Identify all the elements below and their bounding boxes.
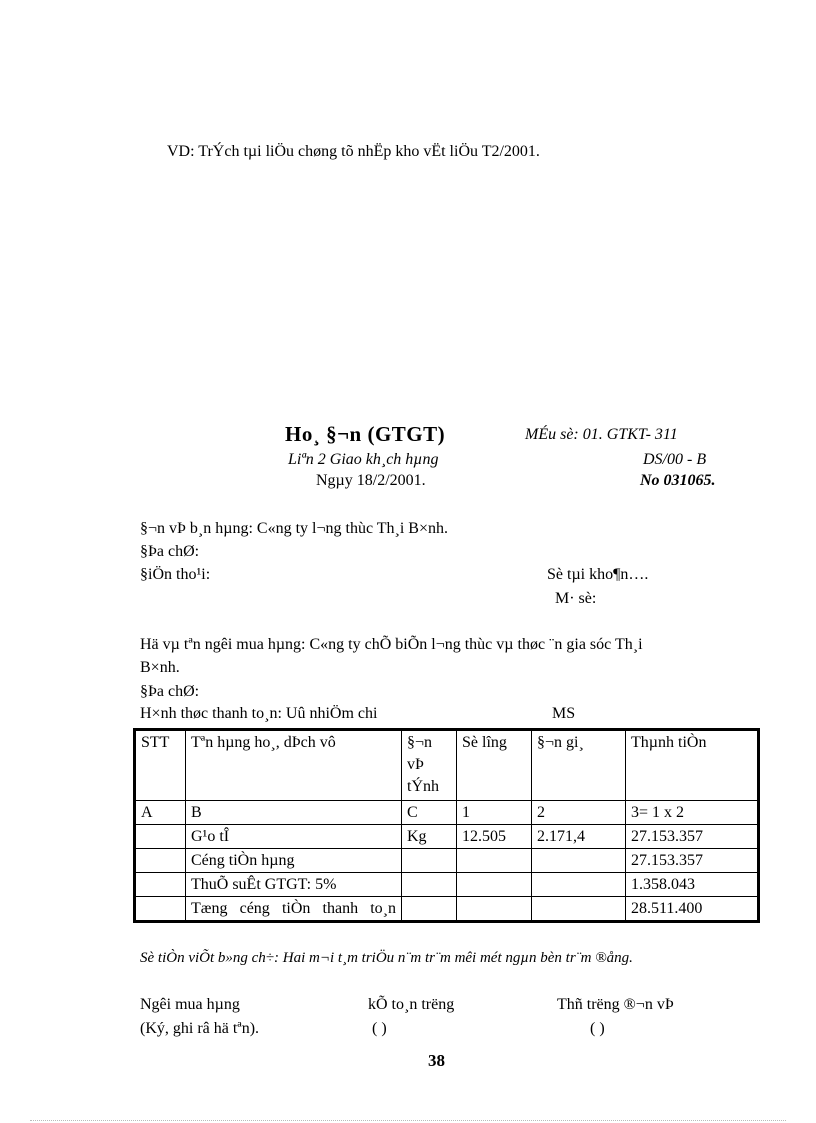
table-row (135, 873, 759, 897)
payment-method: H×nh thøc thanh to¸n: Uû nhiÖm chi (140, 705, 378, 722)
seller-account: Sè tµi kho¶n…. (547, 566, 649, 583)
table-cell (135, 849, 186, 873)
table-cell (135, 825, 186, 849)
header-cell: Sè lîng (457, 730, 532, 801)
table-cell (457, 897, 532, 922)
table-cell (532, 897, 626, 922)
buyer-name-cont: B×nh. (140, 659, 180, 676)
invoice-table (133, 728, 760, 923)
buyer-name: Hä vµ tªn ngêi mua hµng: C«ng ty chÕ biÕn l¬ng thùc vµ thøc ¨n gia sóc Th¸i (140, 636, 643, 653)
table-cell (532, 849, 626, 873)
code-cell: 2 (532, 801, 626, 825)
table-cell: 27.153.357 (626, 825, 759, 849)
seller-unit: §¬n vÞ b¸n hµng: C«ng ty l¬ng thùc Th¸i B×nh. (140, 520, 448, 537)
table-row (135, 849, 759, 873)
table-cell (135, 873, 186, 897)
table-cell (402, 849, 457, 873)
form-number: MÉu sè: 01. GTKT- 311 (525, 426, 678, 443)
signature-buyer-note: (Ký, ghi râ hä tªn). (140, 1020, 260, 1037)
table-cell: 27.153.357 (626, 849, 759, 873)
table-row (135, 897, 759, 922)
header-cell: §¬n vÞ tÝnh (402, 730, 457, 801)
table-cell: Kg (402, 825, 457, 849)
code-cell: C (402, 801, 457, 825)
signature-director: Thñ trëng ®¬n vÞ (557, 996, 674, 1013)
table-header-row (135, 730, 759, 801)
invoice-date: Ngµy 18/2/2001. (316, 472, 426, 489)
table-cell (532, 873, 626, 897)
page-bottom-rule (30, 1120, 786, 1121)
table-cell: 12.505 (457, 825, 532, 849)
table-cell: 1.358.043 (626, 873, 759, 897)
seller-tax-code: M· sè: (555, 590, 597, 607)
buyer-tax-code: MS (552, 705, 576, 722)
copy-label: Liªn 2 Giao kh¸ch hµng (288, 451, 439, 468)
header-cell: Thµnh tiÒn (626, 730, 759, 801)
table-cell: 2.171,4 (532, 825, 626, 849)
invoice-series: DS/00 - B (643, 451, 707, 468)
header-cell: STT (135, 730, 186, 801)
signature-accountant: kÕ to¸n trëng (368, 996, 455, 1013)
code-cell: A (135, 801, 186, 825)
header-cell: §¬n gi¸ (532, 730, 626, 801)
signature-accountant-note: ( ) (372, 1020, 387, 1037)
table-code-row (135, 801, 759, 825)
intro-line: VD: TrÝch tµi liÖu chøng tõ nhËp kho vËt liÖu T2/2001. (167, 143, 540, 160)
code-cell: B (186, 801, 402, 825)
seller-address: §Þa chØ: (140, 543, 200, 560)
table-row (135, 825, 759, 849)
page-number: 38 (428, 1051, 445, 1070)
code-cell: 3= 1 x 2 (626, 801, 759, 825)
table-cell (135, 897, 186, 922)
code-cell: 1 (457, 801, 532, 825)
table-cell: Tæng céng tiÒn thanh to¸n (186, 897, 402, 922)
table-cell: ThuÕ suÊt GTGT: 5% (186, 873, 402, 897)
table-cell: Céng tiÒn hµng (186, 849, 402, 873)
table-cell (457, 849, 532, 873)
buyer-address: §Þa chØ: (140, 683, 200, 700)
table-cell: 28.511.400 (626, 897, 759, 922)
invoice-number: No 031065. (640, 472, 716, 489)
table-cell (402, 897, 457, 922)
signature-buyer: Ngêi mua hµng (140, 996, 240, 1013)
signature-director-note: ( ) (590, 1020, 605, 1037)
invoice-title: Ho¸ §¬n (GTGT) (285, 422, 446, 446)
table-cell (457, 873, 532, 897)
amount-in-words: Sè tiÒn viÕt b»ng ch÷: Hai m¬i t¸m triÖu n¨m tr¨m mêi mét ngµn bèn tr¨m ®ång. (140, 950, 633, 966)
header-cell: Tªn hµng ho¸, dÞch vô (186, 730, 402, 801)
seller-phone: §iÖn tho¹i: (140, 566, 211, 583)
table-cell (402, 873, 457, 897)
table-cell: G¹o tÎ (186, 825, 402, 849)
